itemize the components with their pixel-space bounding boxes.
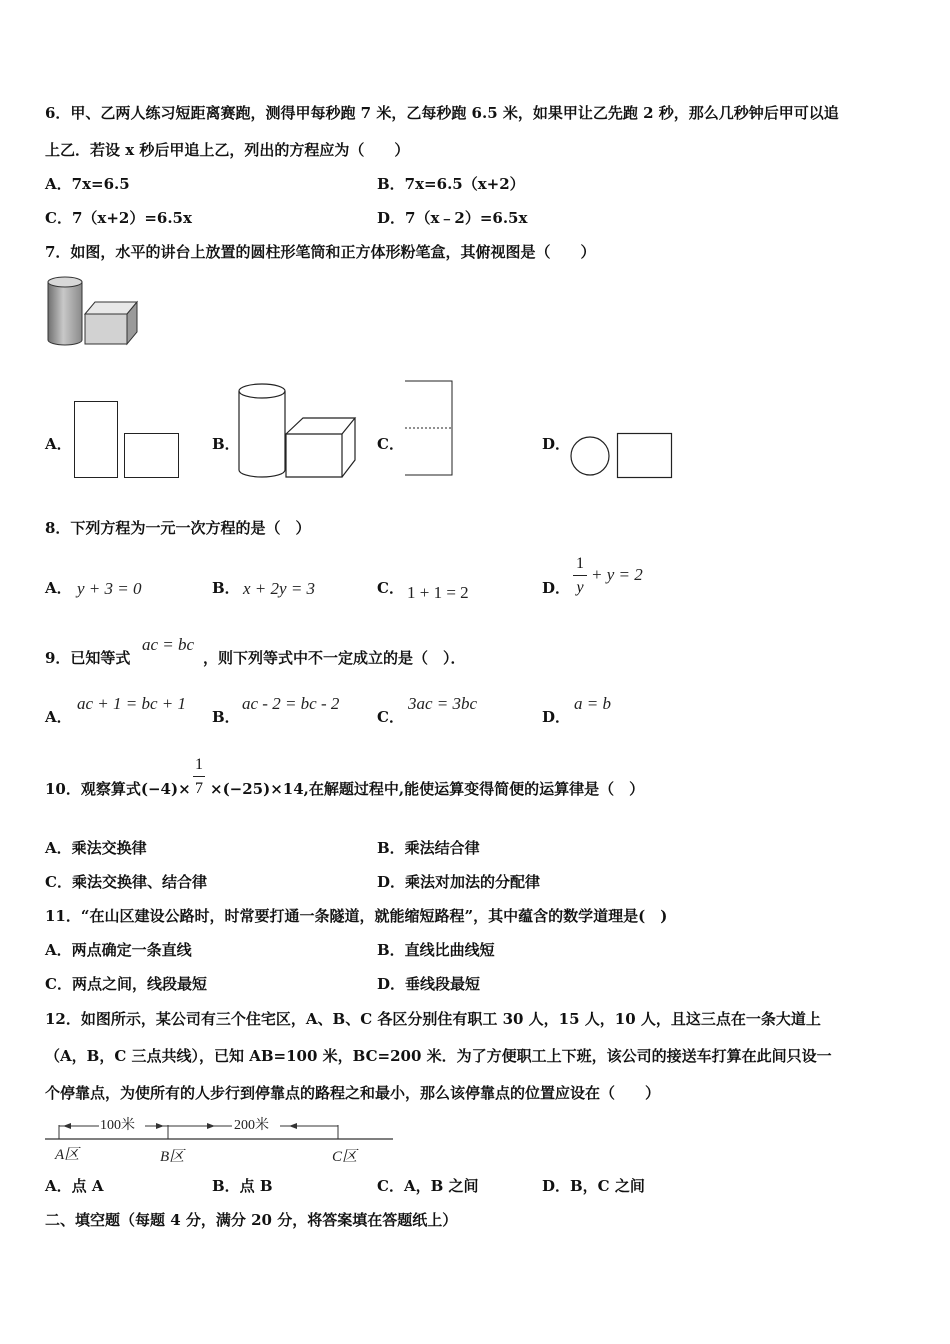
q12-option-b: B．点 B	[212, 1177, 273, 1195]
q9-option-b-expr: ac - 2 = bc - 2	[242, 694, 340, 713]
q12-figure-bc-label: 200米	[234, 1118, 269, 1133]
q10-frac-numerator: 1	[195, 756, 203, 773]
q8-option-d-fraction-bar	[573, 575, 587, 576]
q7-option-d-label: D．	[542, 435, 571, 453]
q9-option-b-label: B．	[212, 708, 240, 726]
q6-stem-line2: 上乙．若设 x 秒后甲追上乙，列出的方程应为（ ）	[45, 141, 410, 159]
q11-option-a: A．两点确定一条直线	[45, 941, 192, 959]
q10-stem-post: ×(−25)×14,在解题过程中,能使运算变得简便的运算律是（ ）	[210, 780, 645, 798]
q12-figure-ab-label: 100米	[100, 1118, 135, 1133]
ab-arrow-right	[156, 1123, 164, 1129]
q8-option-c-label: C．	[377, 579, 404, 597]
q7-option-b-label: B．	[212, 435, 240, 453]
q12-option-c: C．A，B 之间	[377, 1177, 479, 1195]
q8-option-d-rest: + y = 2	[591, 565, 643, 584]
q7-option-c-label: C．	[377, 435, 404, 453]
q9-option-d-expr: a = b	[574, 694, 611, 713]
q9-option-c-expr: 3ac = 3bc	[408, 694, 478, 713]
q7-option-d-figure	[570, 432, 674, 480]
q11-option-b: B．直线比曲线短	[377, 941, 495, 959]
q9-stem-post: ，则下列等式中不一定成立的是（ ）．	[203, 649, 466, 667]
q11-stem: 11．“在山区建设公路时，时常要打通一条隧道，就能缩短路程”，其中蕴含的数学道理是( )	[45, 907, 668, 925]
q12-stem-line1: 12．如图所示，某公司有三个住宅区，A、B、C 各区分别住有职工 30 人，15 人，10 人，且这三点在一条大道上	[45, 1010, 821, 1028]
q8-option-d-numerator: 1	[576, 555, 584, 572]
q9-option-c-label: C．	[377, 708, 404, 726]
q8-stem: 8．下列方程为一元一次方程的是（ ）	[45, 519, 311, 537]
q7-stem: 7．如图，水平的讲台上放置的圆柱形笔筒和正方体形粉笔盒，其俯视图是（ ）	[45, 243, 596, 261]
q8-option-d-label: D．	[542, 579, 571, 597]
bc-arrow-left	[289, 1123, 297, 1129]
ab-arrow-left	[63, 1123, 71, 1129]
q6-option-a: A．7x=6.5	[45, 175, 130, 193]
q7-option-a-figure	[74, 401, 180, 479]
q6-option-c: C．7（x+2）=6.5x	[45, 209, 192, 227]
q11-option-d: D．垂线段最短	[377, 975, 481, 993]
q8-option-a-expr: y + 3 = 0	[77, 579, 142, 598]
q6-option-d: D．7（x﹣2）=6.5x	[377, 209, 528, 227]
q9-option-a-expr: ac + 1 = bc + 1	[77, 694, 187, 713]
q9-option-a-label: A．	[45, 708, 72, 726]
bc-arrow-right	[207, 1123, 215, 1129]
q7-option-a-label: A．	[45, 435, 72, 453]
q12-option-a: A．点 A	[45, 1177, 104, 1195]
q12-stem-line3: 个停靠点，为使所有的人步行到停靠点的路程之和最小，那么该停靠点的位置应设在（ ）	[45, 1084, 661, 1102]
section-2-heading: 二、填空题（每题 4 分，满分 20 分，将答案填在答题纸上）	[45, 1211, 458, 1229]
q7-option-c-figure	[404, 380, 456, 478]
q10-option-d: D．乘法对加法的分配律	[377, 873, 541, 891]
q10-fraction-bar	[193, 776, 205, 777]
q11-option-c: C．两点之间，线段最短	[45, 975, 207, 993]
q10-option-b: B．乘法结合律	[377, 839, 480, 857]
q9-option-d-label: D．	[542, 708, 571, 726]
q10-option-c: C．乘法交换律、结合律	[45, 873, 207, 891]
q8-option-b-expr: x + 2y = 3	[243, 579, 316, 598]
q12-stem-line2: （A，B，C 三点共线），已知 AB=100 米，BC=200 米．为了方便职工上下班，该公司的接送车打算在此间只设一	[45, 1047, 832, 1065]
q12-figure-point-b: B区	[160, 1149, 185, 1165]
q8-option-c-expr: 1 + 1 = 2	[407, 583, 469, 602]
q9-stem-expr: ac = bc	[142, 635, 195, 654]
q10-frac-denominator: 7	[195, 780, 203, 797]
q8-option-a-label: A．	[45, 579, 72, 597]
q12-figure-point-c: C区	[332, 1149, 358, 1165]
q10-option-a: A．乘法交换律	[45, 839, 147, 857]
q8-option-b-label: B．	[212, 579, 240, 597]
q12-figure-point-a: A区	[55, 1147, 80, 1163]
q8-option-d-denominator: y	[576, 579, 584, 596]
q6-stem-line1: 6．甲、乙两人练习短距离赛跑，测得甲每秒跑 7 米，乙每秒跑 6.5 米，如果甲让乙先跑 2 秒，那么几秒钟后甲可以追	[45, 104, 839, 122]
q6-option-b: B．7x=6.5（x+2）	[377, 175, 525, 193]
q9-stem-pre: 9．已知等式	[45, 649, 131, 667]
q7-option-b-figure	[238, 382, 358, 480]
q7-figure-cylinder-cube	[46, 274, 142, 350]
q12-option-d: D．B，C 之间	[542, 1177, 645, 1195]
q10-stem-pre: 10．观察算式(−4)×	[45, 780, 191, 798]
